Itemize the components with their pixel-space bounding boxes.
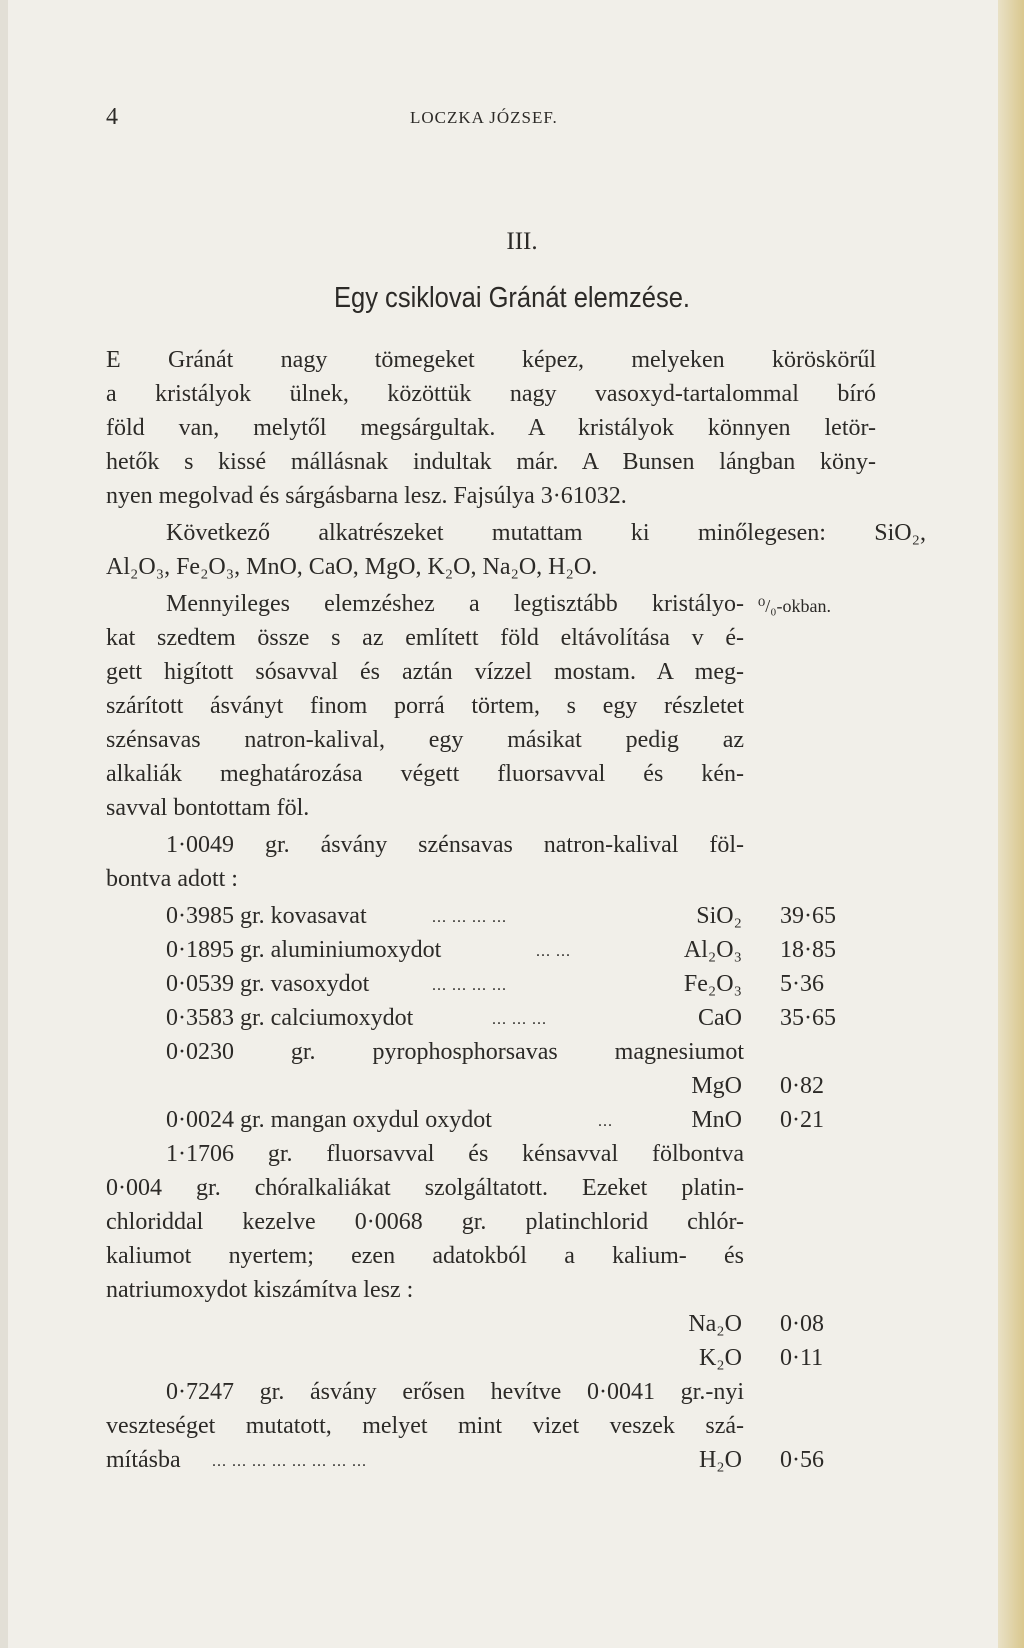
result-row-cao [0, 1001, 1024, 1035]
result-formula: K₂O [698, 1345, 742, 1371]
result-percent: 0·11 [780, 1345, 824, 1371]
result-percent: 0·82 [780, 1073, 824, 1099]
result-row-fe2o3 [0, 967, 1024, 1001]
body-line: nyen megolvad és sárgásbarna lesz. Fajsúlya 3·61032. [106, 483, 627, 509]
result-description: 0·1895 gr. aluminiumoxydot [166, 937, 442, 963]
body-line: kaliumot nyertem; ezen adatokból a kalium- és [106, 1243, 744, 1269]
result-formula: Fe₂O₃ [683, 971, 742, 997]
body-line: gett higított sósavval és aztán vízzel mostam. A meg- [106, 659, 744, 685]
leader-dots: ... ... ... ... [432, 977, 507, 994]
body-line: savval bontottam föl. [106, 795, 310, 821]
running-header-author: LOCZKA JÓZSEF. [410, 108, 558, 127]
result-percent: 0·08 [780, 1311, 824, 1337]
body-line: szárított ásványt finom porrá törtem, s egy részletet [106, 693, 744, 719]
result-formula: Na₂O [688, 1311, 742, 1337]
result-percent: 18·85 [780, 937, 836, 963]
leader-dots: ... [598, 1113, 613, 1130]
body-line: Következő alkatrészeket mutattam ki minőlegesen: SiO₂, [166, 520, 926, 546]
result-row-sio2 [0, 899, 1024, 933]
result-formula: Al₂O₃ [683, 937, 742, 963]
leader-dots: ... ... ... ... ... ... ... ... [212, 1453, 367, 1470]
body-line: a kristályok ülnek, közöttük nagy vasoxyd-tartalommal bíró [106, 381, 876, 407]
body-line: Mennyileges elemzéshez a legtisztább kristályo- [166, 591, 744, 617]
body-line: Al₂O₃, Fe₂O₃, MnO, CaO, MgO, K₂O, Na₂O, H₂O. [106, 554, 598, 580]
leader-dots: ... ... ... ... [432, 909, 507, 926]
result-row-mgo [0, 1069, 1024, 1103]
result-row-k2o [0, 1341, 1024, 1375]
body-line: alkaliák meghatározása végett fluorsavval és kén- [106, 761, 744, 787]
body-line: 1·0049 gr. ásvány szénsavas natron-kalival föl- [166, 832, 744, 858]
result-description: 0·0539 gr. vasoxydot [166, 971, 370, 997]
body-line: 1·1706 gr. fluorsavval és kénsavval fölbontva [166, 1141, 744, 1167]
result-description: 0·3583 gr. calciumoxydot [166, 1005, 414, 1031]
body-line: natriumoxydot kiszámítva lesz : [106, 1277, 414, 1303]
body-line: 0·004 gr. chóralkaliákat szolgáltatott. Ezeket platin- [106, 1175, 744, 1201]
body-line: hetők s kissé mállásnak indultak már. A Bunsen lángban köny- [106, 449, 876, 475]
body-line: veszteséget mutatott, melyet mint vizet veszek szá- [106, 1413, 744, 1439]
leader-dots: ... ... [536, 943, 571, 960]
body-line: chloriddal kezelve 0·0068 gr. platinchlorid chlór- [106, 1209, 744, 1235]
result-row-al2o3 [0, 933, 1024, 967]
result-description: 0·0024 gr. mangan oxydul oxydot [166, 1107, 492, 1133]
result-percent: 0·21 [780, 1107, 824, 1133]
page-number: 4 [106, 104, 118, 130]
result-formula: H₂O [698, 1447, 742, 1473]
article-title: Egy csiklovai Gránát elemzése. [333, 282, 691, 314]
body-line: bontva adott : [106, 866, 238, 892]
result-formula: MgO [691, 1073, 742, 1099]
body-line: E Gránát nagy tömegeket képez, melyeken köröskörűl [106, 347, 876, 373]
result-percent: 35·65 [780, 1005, 836, 1031]
body-line: 0·0230 gr. pyrophosphorsavas magnesiumot [166, 1039, 744, 1065]
result-row-mno [0, 1103, 1024, 1137]
result-formula: MnO [691, 1107, 742, 1133]
result-formula: SiO₂ [696, 903, 742, 929]
result-formula: CaO [698, 1005, 742, 1031]
body-line: 0·7247 gr. ásvány erősen hevítve 0·0041 gr.-nyi [166, 1379, 744, 1405]
result-description: 0·3985 gr. kovasavat [166, 903, 367, 929]
result-description: mításba [106, 1447, 181, 1473]
body-line: föld van, melytől megsárgultak. A kristályok könnyen letör- [106, 415, 876, 441]
result-percent: 5·36 [780, 971, 824, 997]
result-percent: 0·56 [780, 1447, 824, 1473]
result-percent: 39·65 [780, 903, 836, 929]
leader-dots: ... ... ... [492, 1011, 547, 1028]
body-line: kat szedtem össze s az említett föld eltávolítása v é- [106, 625, 744, 651]
section-number: III. [506, 228, 538, 255]
result-row-h2o [0, 1443, 1024, 1477]
body-line: szénsavas natron-kalival, egy másikat pedig az [106, 727, 744, 753]
percent-heading: ⁰/₀-okban. [758, 596, 831, 616]
result-row-na2o [0, 1307, 1024, 1341]
